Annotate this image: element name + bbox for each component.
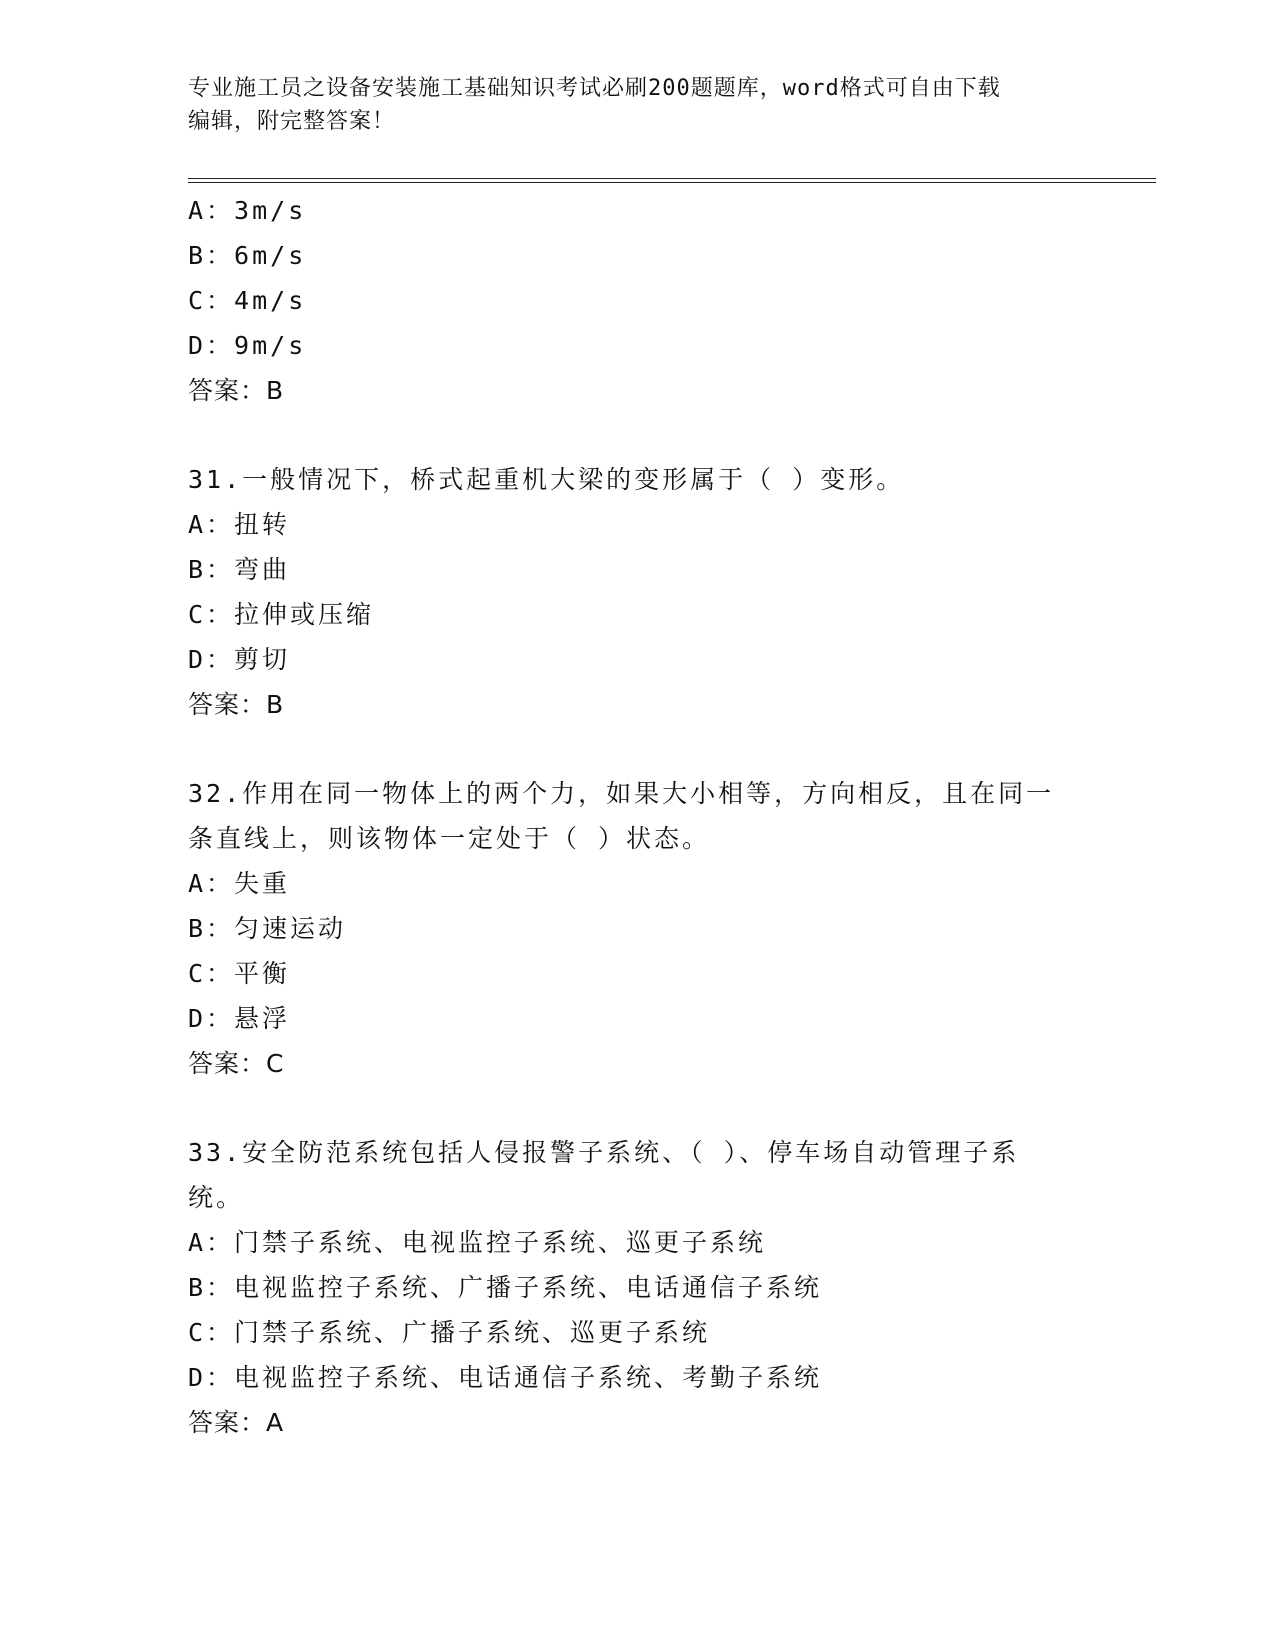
question-31-option-c: C：拉伸或压缩 (188, 600, 375, 629)
question-33-option-c: C：门禁子系统、广播子系统、巡更子系统 (188, 1318, 711, 1347)
answer: 答案：B (188, 376, 285, 405)
question-32-stem-line-1: 32.作用在同一物体上的两个力，如果大小相等，方向相反，且在同一 (188, 779, 1055, 808)
question-33-stem-line-1: 33.安全防范系统包括人侵报警子系统、（ ）、停车场自动管理子系 (188, 1138, 1020, 1167)
document-header (188, 72, 1088, 138)
question-33-answer: 答案：A (188, 1408, 285, 1437)
question-32-stem-line-2: 条直线上，则该物体一定处于（ ）状态。 (188, 824, 711, 853)
option-b: B：6m/s (188, 241, 307, 270)
question-32-answer: 答案：C (188, 1049, 285, 1078)
header-divider (188, 178, 1156, 183)
question-31-option-a: A：扭转 (188, 510, 291, 539)
question-31-answer: 答案：B (188, 690, 285, 719)
header-title-line-1: 专业施工员之设备安装施工基础知识考试必刷200题题库，word格式可自由下载 (188, 76, 1001, 101)
question-31-stem: 31.一般情况下，桥式起重机大梁的变形属于（ ）变形。 (188, 465, 905, 494)
question-33-option-a: A：门禁子系统、电视监控子系统、巡更子系统 (188, 1228, 767, 1257)
header-title-line-2: 编辑，附完整答案！ (188, 109, 396, 134)
question-33-option-d: D：电视监控子系统、电话通信子系统、考勤子系统 (188, 1363, 823, 1392)
question-32-option-a: A：失重 (188, 869, 291, 898)
question-32-option-c: C：平衡 (188, 959, 291, 988)
question-31-option-d: D：剪切 (188, 645, 291, 674)
question-33-stem-line-2: 统。 (188, 1183, 245, 1212)
question-33-option-b: B：电视监控子系统、广播子系统、电话通信子系统 (188, 1273, 823, 1302)
question-32-option-b: B：匀速运动 (188, 914, 347, 943)
option-a: A：3m/s (188, 196, 307, 225)
option-d: D：9m/s (188, 331, 307, 360)
question-32-option-d: D：悬浮 (188, 1004, 291, 1033)
question-31-option-b: B：弯曲 (188, 555, 291, 584)
option-c: C：4m/s (188, 286, 307, 315)
